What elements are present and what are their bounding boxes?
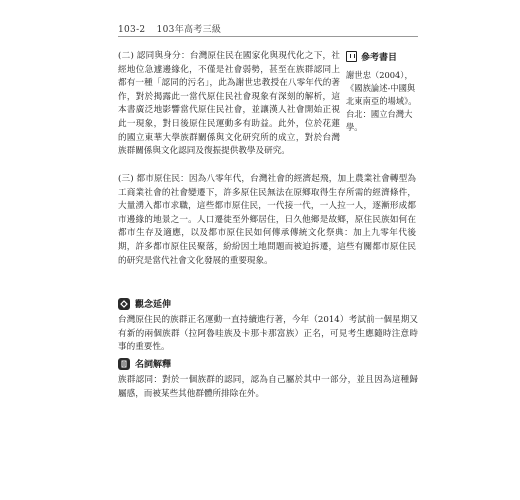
concept-extension-title: 觀念延伸 [135, 300, 172, 310]
concept-extension-section [118, 297, 418, 355]
book-icon [346, 51, 357, 62]
concept-extension-title-row [118, 297, 418, 310]
concept-extension-icon [118, 298, 130, 310]
reference-text: 謝世忠（2004），《國族論述-中國與北東南亞的場域》。台北：國立台灣大學。 [346, 70, 417, 132]
paragraph-identity: (二) 認同與身分：台灣原住民在國家化與現代化之下，社經地位急遽邊緣化，不僅是社會弱勢，甚至在族群認同上都有一種「認同的污名」，此為謝世忠教授在八零年代的著作，對於揭露此一當代原住民社會現象有深刻的解析，這本書廣泛地影響當代原住民社會，並讓漢人社會開始正視此一現象，對日後原住民運動多有助益。此外，位於花蓮的國立東華大學族群關係與文化研究所的成立，對於台灣族群關係與文化認同及復振提供教學及研究。 [118, 51, 340, 157]
glossary-title: 名詞解釋 [135, 360, 172, 370]
reference-title: 參考書目 [361, 53, 398, 63]
book-title: 103年高考三級 [156, 25, 222, 35]
page-header [118, 22, 221, 35]
reference-sidebar [346, 50, 420, 134]
glossary-text: 族群認同：對於一個族群的認同，認為自己屬於其中一部分，並且因為這種歸屬感，而被某些其他群體所排除在外。 [118, 375, 418, 399]
glossary-section [118, 357, 418, 401]
glossary-icon [118, 358, 130, 370]
paragraph-urban-indigenous: (三) 都市原住民：因為八零年代，台灣社會的經濟起飛，加上農業社會轉型為工商業社會的社會變遷下，許多原住民無法在原鄉取得生存所需的經濟條件，大量湧入都市求職，這些都市原住民，一代接一代，一人拉一人，逐漸形成都市邊緣的地景之一。人口遷徙至外鄉居住，日久他鄉是故鄉，原住民族如何在都市生存及適應，以及都市原住民如何傳承傳統文化祭典：加上九零年代後期，許多都市原住民聚落，紛紛因土地問題而被迫拆遷，這些有關都市原住民的研究是當代社會文化發展的重要現象。 [118, 174, 416, 266]
header-divider [118, 36, 418, 37]
page-number: 103-2 [118, 25, 146, 35]
reference-title-row [346, 50, 420, 63]
glossary-title-row [118, 357, 418, 370]
concept-extension-text: 台灣原住民的族群正名運動一直持續進行著，今年（2014）考試前一個星期又有新的兩個族群（拉阿魯哇族及卡那卡那富族）正名，可見考生應隨時注意時事的重要性。 [118, 315, 418, 353]
